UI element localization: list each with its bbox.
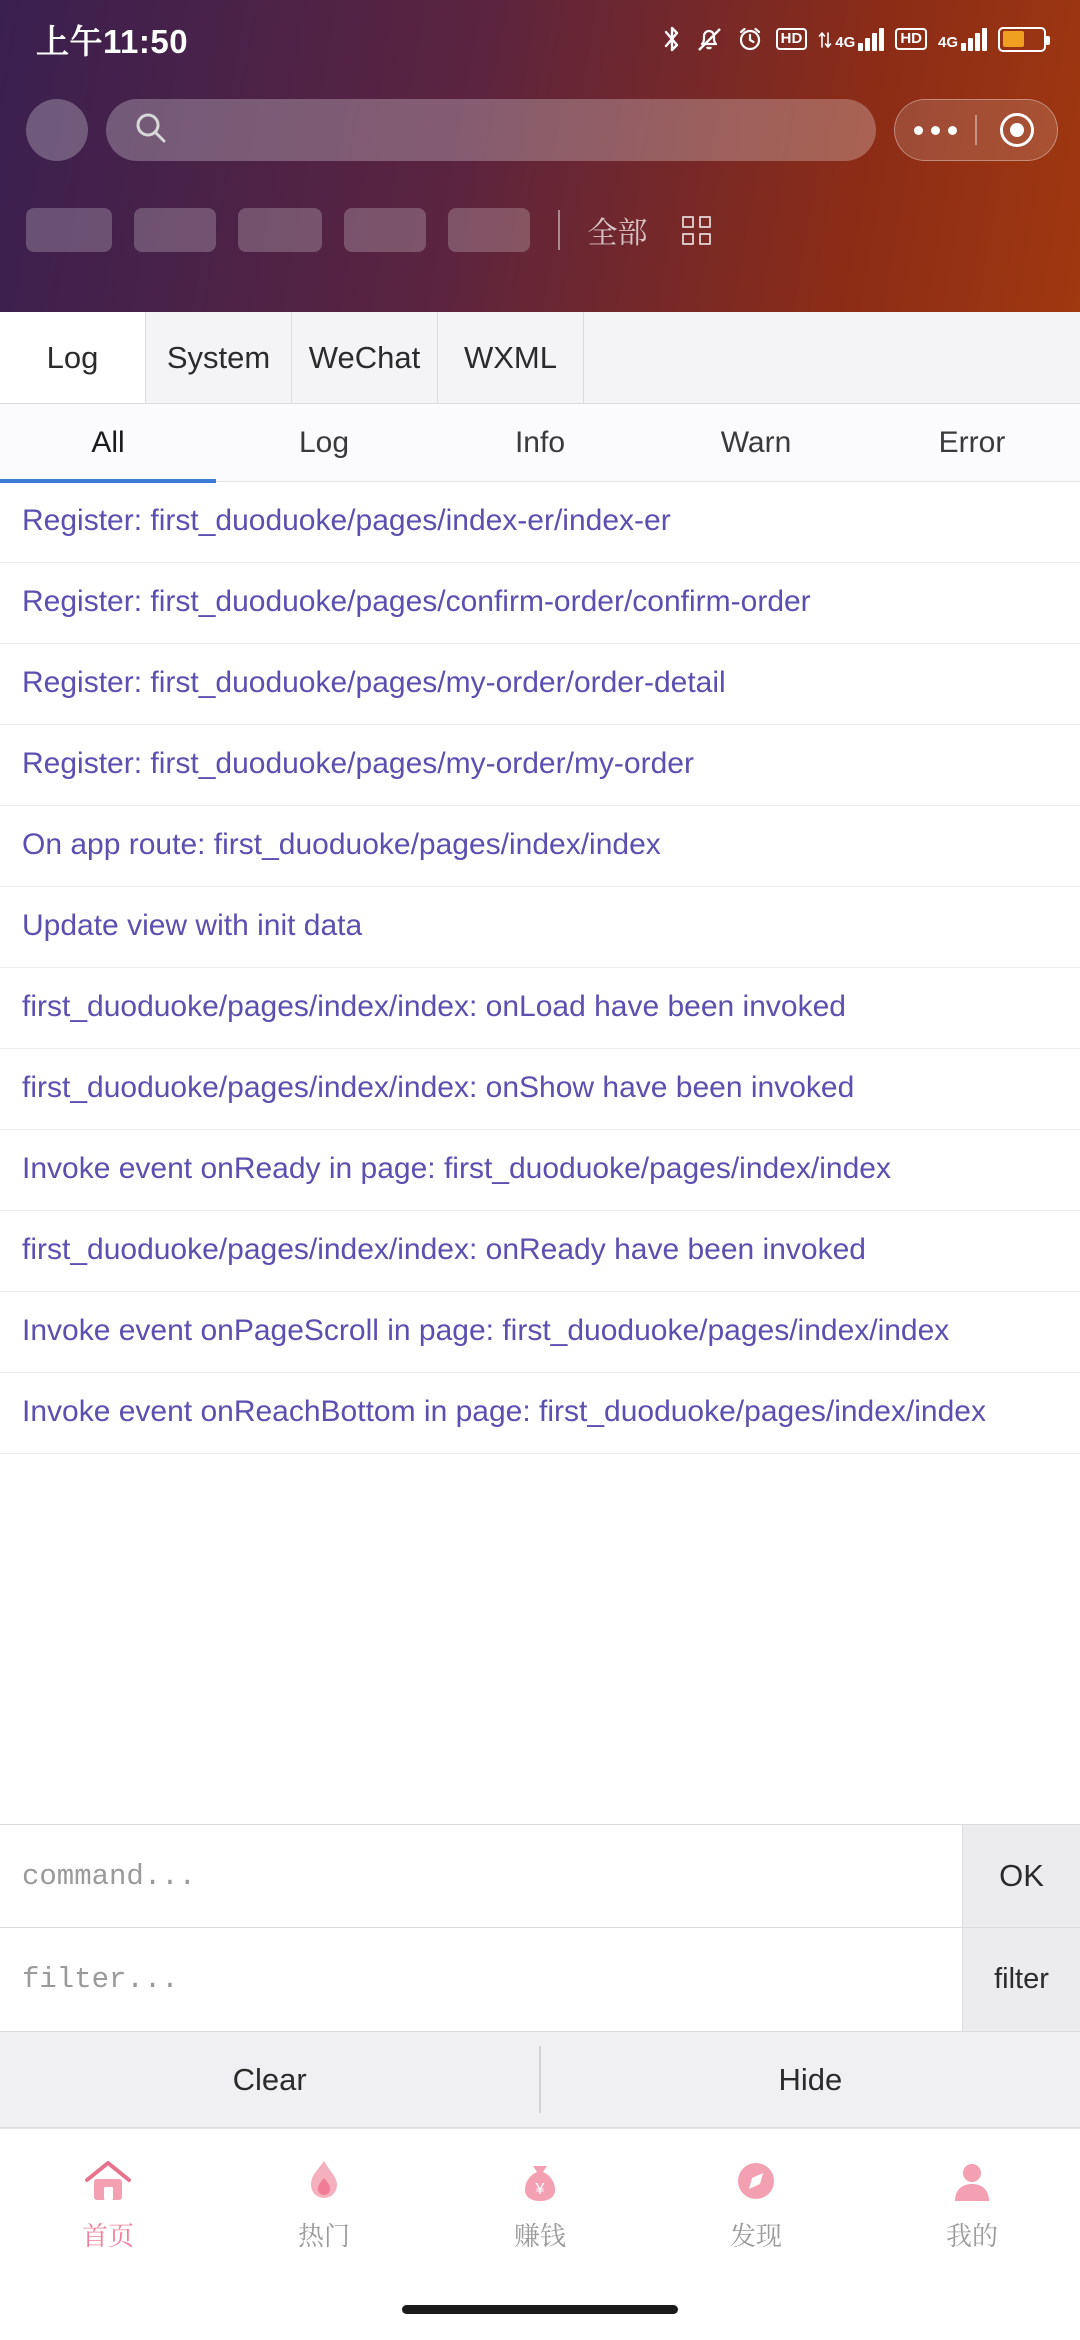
log-entry: first_duoduoke/pages/index/index: onLoad have been invoked [0,968,1080,1049]
log-entry: Register: first_duoduoke/pages/my-order/my-order [0,725,1080,806]
mute-bell-icon [694,24,724,54]
target-circle-icon[interactable] [977,113,1057,147]
tabbar-item-mine[interactable] [864,2129,1080,2278]
log-entry: On app route: first_duoduoke/pages/index/index [0,806,1080,887]
category-tag-1[interactable] [26,208,112,252]
command-ok-button[interactable]: OK [962,1825,1080,1927]
log-entry: Invoke event onReachBottom in page: first_duoduoke/pages/index/index [0,1373,1080,1454]
log-entry: Invoke event onPageScroll in page: first_duoduoke/pages/index/index [0,1292,1080,1373]
debugger-level-tabs [0,404,1080,482]
network-type-label-2: 4G [937,34,958,51]
status-bar [0,0,1080,78]
category-tag-3[interactable] [238,208,322,252]
tab-wechat[interactable]: WeChat [292,312,438,403]
alarm-icon [735,24,765,54]
category-tag-2[interactable] [134,208,216,252]
log-entry: Update view with init data [0,887,1080,968]
network-type-label-1: 4G [835,34,856,51]
grid-icon[interactable] [682,216,711,245]
log-entry: Register: first_duoduoke/pages/my-order/order-detail [0,644,1080,725]
tabs-filler [584,312,1080,403]
search-row [0,78,1080,182]
money-bag-icon [513,2154,567,2208]
wechat-capsule[interactable] [894,99,1058,161]
command-input[interactable]: command... [22,1859,197,1893]
tabbar-label-hot: 热门 [297,2221,350,2251]
home-indicator[interactable] [402,2305,678,2314]
all-categories-label[interactable]: 全部 [587,217,648,250]
compass-icon [729,2154,783,2208]
user-icon [945,2154,999,2208]
log-entry: first_duoduoke/pages/index/index: onReady have been invoked [0,1211,1080,1292]
search-input[interactable] [106,99,876,161]
debugger-action-row [0,2032,1080,2128]
more-dots-icon[interactable] [895,126,975,135]
tabbar-label-earn: 赚钱 [513,2221,566,2251]
category-tag-4[interactable] [344,208,426,252]
tabbar-label-discover: 发现 [729,2221,782,2251]
log-list[interactable] [0,482,1080,1824]
log-entry: Register: first_duoduoke/pages/index-er/index-er [0,482,1080,563]
tab-log[interactable]: Log [0,312,146,403]
status-time: 上午11:50 [36,22,189,60]
level-tab-log[interactable]: Log [298,425,350,459]
tabbar-label-mine: 我的 [945,2221,998,2251]
tabbar-label-home: 首页 [81,2221,134,2251]
log-entry: Register: first_duoduoke/pages/confirm-order/confirm-order [0,563,1080,644]
debugger-main-tabs [0,312,1080,404]
level-tab-error[interactable]: Error [938,425,1006,459]
tabbar-item-hot[interactable] [216,2129,432,2278]
filter-row [0,1928,1080,2032]
home-indicator-area [0,2278,1080,2340]
signal-bars-1 [858,27,884,51]
avatar[interactable] [26,99,88,161]
debugger-panel [0,312,1080,2128]
tab-system[interactable]: System [146,312,292,403]
flame-icon [297,2154,351,2208]
tab-wxml[interactable]: WXML [438,312,584,403]
signal-icon-1 [818,27,884,51]
battery-icon [998,27,1046,52]
hd-badge-2: HD [895,28,927,50]
bluetooth-icon [661,24,683,54]
search-icon [132,109,170,152]
category-tag-5[interactable] [448,208,530,252]
signal-bars-2 [961,27,987,51]
hide-button[interactable]: Hide [778,2061,843,2097]
command-row [0,1824,1080,1928]
signal-icon-2 [938,27,987,51]
tag-divider [558,210,560,250]
filter-button[interactable]: filter [962,1928,1080,2031]
level-tab-info[interactable]: Info [514,425,566,459]
filter-input[interactable]: filter... [22,1963,179,1996]
hd-badge-1: HD [776,28,808,50]
clear-button[interactable]: Clear [232,2061,307,2097]
tabbar-item-discover[interactable] [648,2129,864,2278]
tabbar-item-earn[interactable] [432,2129,648,2278]
level-tab-warn[interactable]: Warn [720,425,792,459]
status-icons [661,24,1046,54]
app-header [0,0,1080,312]
log-entry: first_duoduoke/pages/index/index: onShow have been invoked [0,1049,1080,1130]
data-arrows-icon [818,27,832,51]
level-tab-all[interactable]: All [0,404,216,481]
home-icon [81,2154,135,2208]
svg-text:¥: ¥ [535,2181,545,2198]
log-entry: Invoke event onReady in page: first_duoduoke/pages/index/index [0,1130,1080,1211]
bottom-tab-bar [0,2128,1080,2278]
category-tag-row [0,182,1080,278]
tabbar-item-home[interactable] [0,2129,216,2278]
